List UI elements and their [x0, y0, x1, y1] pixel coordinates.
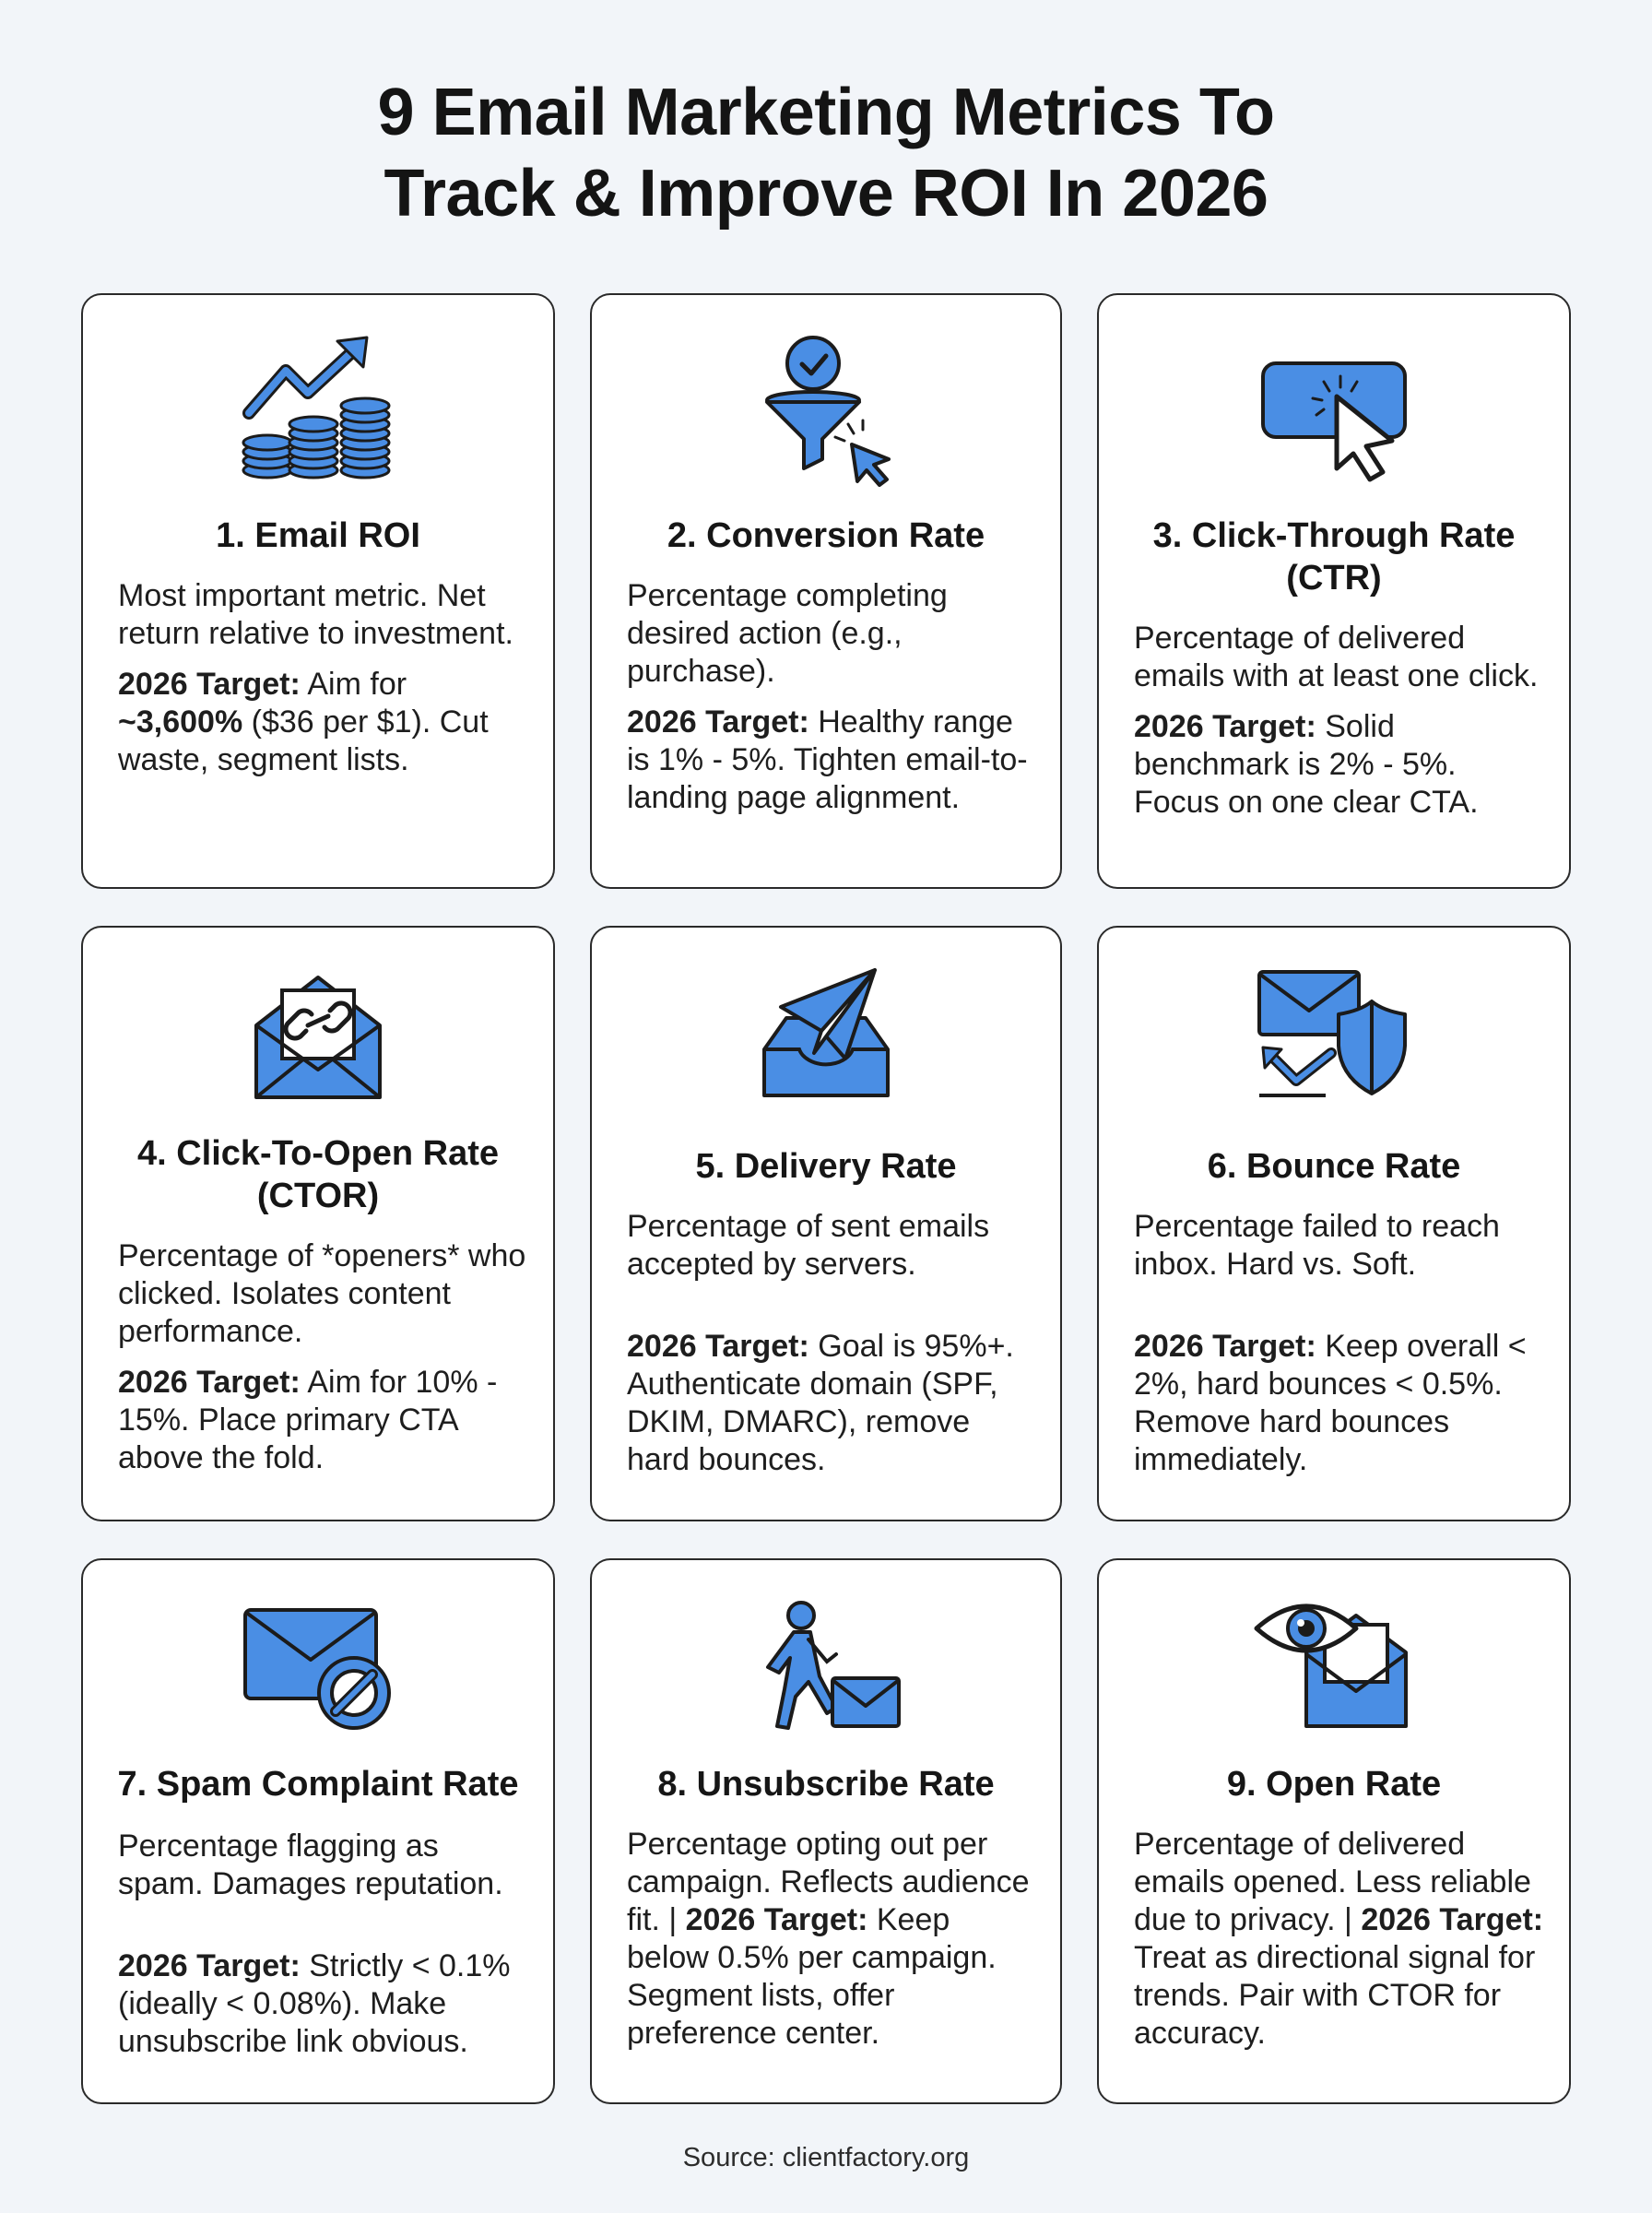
page-title-line-1: 9 Email Marketing Metrics To: [377, 76, 1275, 149]
page-title: [0, 72, 1652, 234]
metric-card-conversion-rate: [590, 293, 1062, 889]
card-title: 7. Spam Complaint Rate: [117, 1765, 519, 1804]
metric-card-click-to-open-rate: [81, 926, 555, 1521]
card-title: 8. Unsubscribe Rate: [657, 1765, 995, 1804]
envelope-shield-icon: [1099, 966, 1569, 1105]
metric-card-spam-complaint-rate: [81, 1558, 555, 2104]
card-target: 2026 Target: Strictly < 0.1% (ideally < 0.08%). Make unsubscribe link obvious.: [118, 1948, 511, 2059]
eye-envelope-icon: [1099, 1597, 1569, 1735]
card-body: [1134, 620, 1547, 822]
target-label: 2026 Target:: [627, 704, 809, 740]
card-description: Percentage flagging as spam. Damages reputation.: [118, 1828, 503, 1901]
cursor-click-icon: [1099, 356, 1569, 485]
funnel-check-icon: [592, 330, 1060, 487]
target-label: 2026 Target:: [118, 1948, 301, 1983]
person-leaving-icon: [592, 1599, 1060, 1737]
target-label: 2026 Target:: [118, 667, 301, 702]
card-description: Percentage of *openers* who clicked. Isolates content performance.: [118, 1238, 526, 1349]
metric-card-unsubscribe-rate: [590, 1558, 1062, 2104]
card-target: 2026 Target: Aim for 10% - 15%. Place primary CTA above the fold.: [118, 1365, 498, 1475]
card-title: 5. Delivery Rate: [695, 1147, 957, 1186]
card-description: Percentage of sent emails accepted by servers.: [627, 1209, 990, 1282]
metric-card-click-through-rate: [1097, 293, 1571, 889]
card-body: [627, 577, 1038, 817]
card-body: [118, 1828, 531, 2061]
card-title: 3. Click-Through Rate (CTR): [1152, 516, 1516, 598]
card-target: 2026 Target: Solid benchmark is 2% - 5%. Focus on one clear CTA.: [1134, 709, 1479, 820]
paper-plane-inbox-icon: [592, 964, 1060, 1103]
metric-card-open-rate: [1097, 1558, 1571, 2104]
target-label: 2026 Target:: [1361, 1902, 1544, 1937]
target-label: 2026 Target:: [1134, 1329, 1316, 1364]
card-description: Most important metric. Net return relative to investment.: [118, 578, 513, 651]
card-description: Percentage completing desired action (e.g., purchase).: [627, 578, 948, 689]
target-label: 2026 Target:: [627, 1329, 809, 1364]
card-target: 2026 Target: Healthy range is 1% - 5%. Tighten email-to-landing page alignment.: [627, 704, 1028, 815]
card-title: 9. Open Rate: [1226, 1765, 1442, 1804]
card-target: 2026 Target: Goal is 95%+. Authenticate domain (SPF, DKIM, DMARC), remove hard bounces.: [627, 1329, 1014, 1477]
metric-card-email-roi: [81, 293, 555, 889]
target-label: 2026 Target:: [685, 1902, 868, 1937]
card-title: 1. Email ROI: [216, 516, 420, 555]
card-body: [627, 1208, 1038, 1479]
card-title: 2. Conversion Rate: [667, 516, 985, 555]
card-description: Percentage of delivered emails with at least one click.: [1134, 621, 1539, 693]
card-body: [118, 577, 531, 779]
card-title: 4. Click-To-Open Rate (CTOR): [136, 1134, 500, 1215]
metric-card-delivery-rate: [590, 926, 1062, 1521]
card-target: 2026 Target: Keep overall < 2%, hard bounces < 0.5%. Remove hard bounces immediately.: [1134, 1329, 1527, 1477]
card-description: Percentage failed to reach inbox. Hard vs. Soft.: [1134, 1209, 1500, 1282]
envelope-blocked-icon: [83, 1604, 553, 1734]
coins-growth-icon: [83, 334, 553, 481]
card-title: 6. Bounce Rate: [1207, 1147, 1461, 1186]
card-body: [1134, 1826, 1547, 2053]
target-label: 2026 Target:: [118, 1365, 301, 1400]
target-label: 2026 Target:: [1134, 709, 1316, 744]
card-body: [118, 1237, 531, 1477]
metric-card-bounce-rate: [1097, 926, 1571, 1521]
card-description: Percentage of delivered emails opened. Less reliable due to privacy. | 2026 Target: Treat as directional signal for trends. Pair with CTOR for accuracy.: [1134, 1827, 1544, 2051]
page-title-line-2: Track & Improve ROI In 2026: [384, 157, 1268, 231]
card-body: [627, 1826, 1038, 2053]
card-body: [1134, 1208, 1547, 1479]
target-highlight: ~3,600%: [118, 704, 243, 740]
card-description: Percentage opting out per campaign. Reflects audience fit. | 2026 Target: Keep below 0.5% per campaign. Segment lists, offer preference center.: [627, 1827, 1030, 2051]
card-target: 2026 Target: Aim for ~3,600% ($36 per $1). Cut waste, segment lists.: [118, 667, 489, 777]
source-credit: Source: clientfactory.org: [682, 2143, 970, 2172]
envelope-link-icon: [83, 966, 553, 1105]
